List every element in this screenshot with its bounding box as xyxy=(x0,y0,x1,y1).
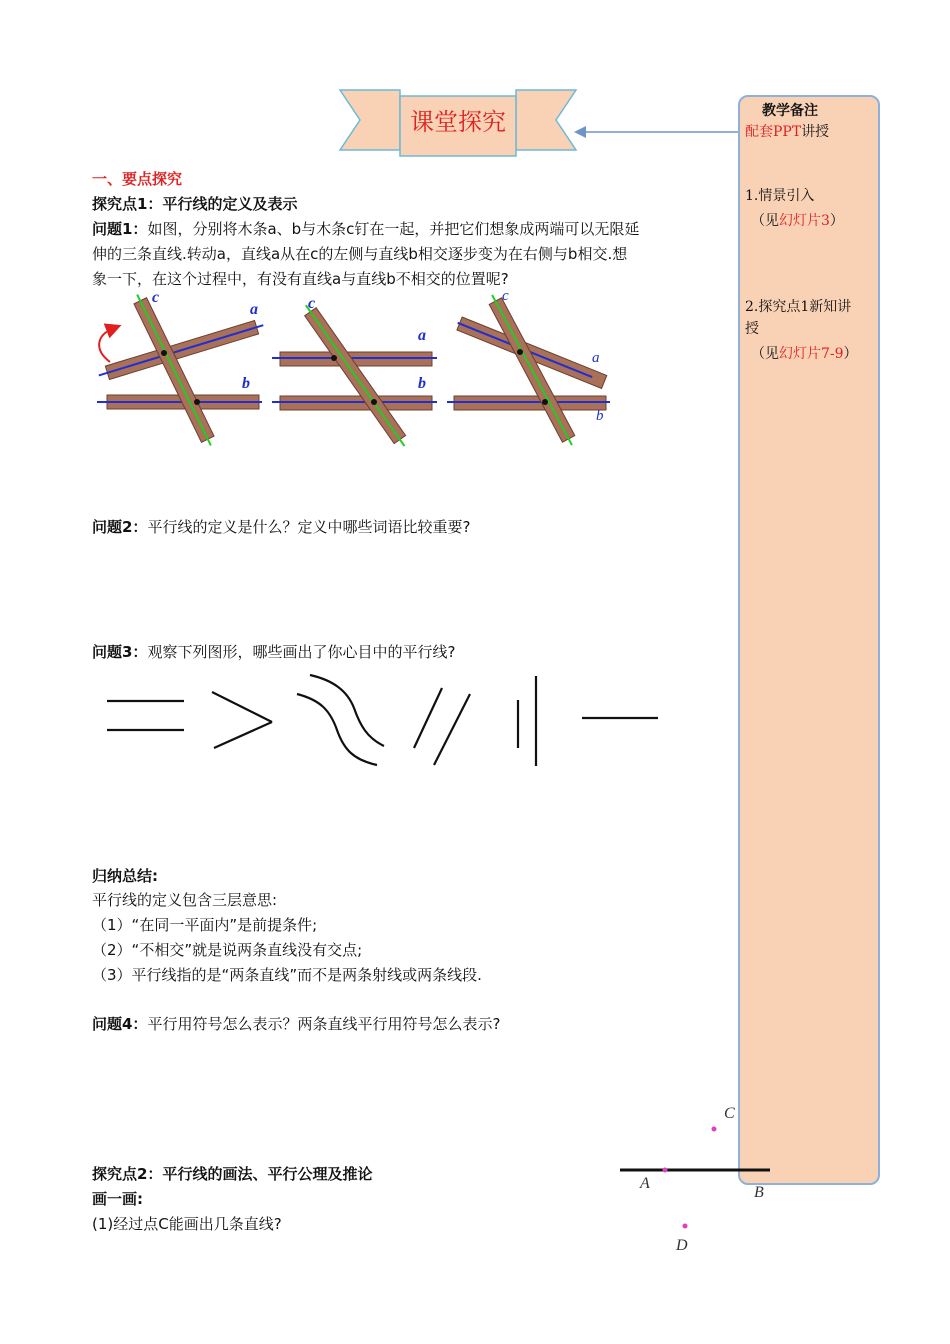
panel-2 xyxy=(272,301,437,450)
sidebar-heading: 教学备注 xyxy=(762,103,818,119)
draw-heading: 画一画: xyxy=(92,1190,143,1208)
sidebar-subtitle: 配套PPT讲授 xyxy=(745,124,830,140)
teaching-notes-sidebar xyxy=(738,95,880,1185)
points-figure xyxy=(610,1095,780,1260)
point-c xyxy=(712,1127,717,1132)
shape-slanted-parallel xyxy=(414,688,442,748)
summary-heading: 归纳总结: xyxy=(92,867,158,885)
shape-angle xyxy=(212,692,272,722)
sidebar-note-1: 1.情景引入 （见幻灯片3） xyxy=(745,188,844,229)
fig-label-c1: c xyxy=(152,290,160,306)
fig-label-a3: a xyxy=(592,350,600,366)
draw-item-1: (1)经过点C能画出几条直线? xyxy=(92,1215,282,1233)
summary-item-2: （2）“不相交”就是说两条直线没有交点; xyxy=(92,941,363,959)
banner-title: 课堂探究 xyxy=(410,108,506,136)
question-2: 问题2：平行线的定义是什么？定义中哪些词语比较重要? xyxy=(92,518,471,536)
point-d xyxy=(683,1224,688,1229)
summary-item-3: （3）平行线指的是“两条直线”而不是两条射线或两条线段. xyxy=(92,966,482,984)
summary-item-1: （1）“在同一平面内”是前提条件; xyxy=(92,916,318,934)
question-3: 问题3：观察下列图形，哪些画出了你心目中的平行线? xyxy=(92,643,456,661)
sidebar-note-2: 2.探究点1新知讲 授 （见幻灯片7-9） xyxy=(745,299,858,362)
section-heading: 一、要点探究 xyxy=(92,170,183,188)
fig-label-b2: b xyxy=(418,375,426,392)
point2-heading: 探究点2：平行线的画法、平行公理及推论 xyxy=(92,1165,373,1183)
banner xyxy=(338,88,578,160)
fig-label-b3: b xyxy=(596,408,604,424)
label-a: A xyxy=(640,1175,650,1192)
summary-intro: 平行线的定义包含三层意思: xyxy=(92,891,278,909)
question-1-line3: 象一下，在这个过程中，有没有直线a与直线b不相交的位置呢? xyxy=(92,270,509,288)
fig-label-c3: c xyxy=(502,290,509,304)
question-1-line2: 伸的三条直线.转动a，直线a从在c的左侧与直线b相交逐步变为在右侧与b相交.想 xyxy=(92,245,628,263)
fig-label-c2: c xyxy=(308,295,316,312)
point1-heading: 探究点1：平行线的定义及表示 xyxy=(92,195,298,213)
line-shapes-figure xyxy=(92,670,672,775)
label-d: D xyxy=(676,1237,688,1254)
panel-3 xyxy=(447,292,610,449)
point-a xyxy=(663,1168,668,1173)
panel-1 xyxy=(97,291,266,448)
fig-label-b1: b xyxy=(242,375,250,392)
fig-label-a1: a xyxy=(250,301,258,318)
question-1: 问题1：如图，分别将木条a、b与木条c钉在一起，并把它们想象成两端可以无限延 xyxy=(92,220,640,238)
fig-label-a2: a xyxy=(418,327,426,344)
label-c: C xyxy=(724,1105,735,1122)
rotation-figure xyxy=(92,290,622,450)
question-4: 问题4：平行用符号怎么表示？两条直线平行用符号怎么表示? xyxy=(92,1015,501,1033)
label-b: B xyxy=(754,1184,764,1201)
